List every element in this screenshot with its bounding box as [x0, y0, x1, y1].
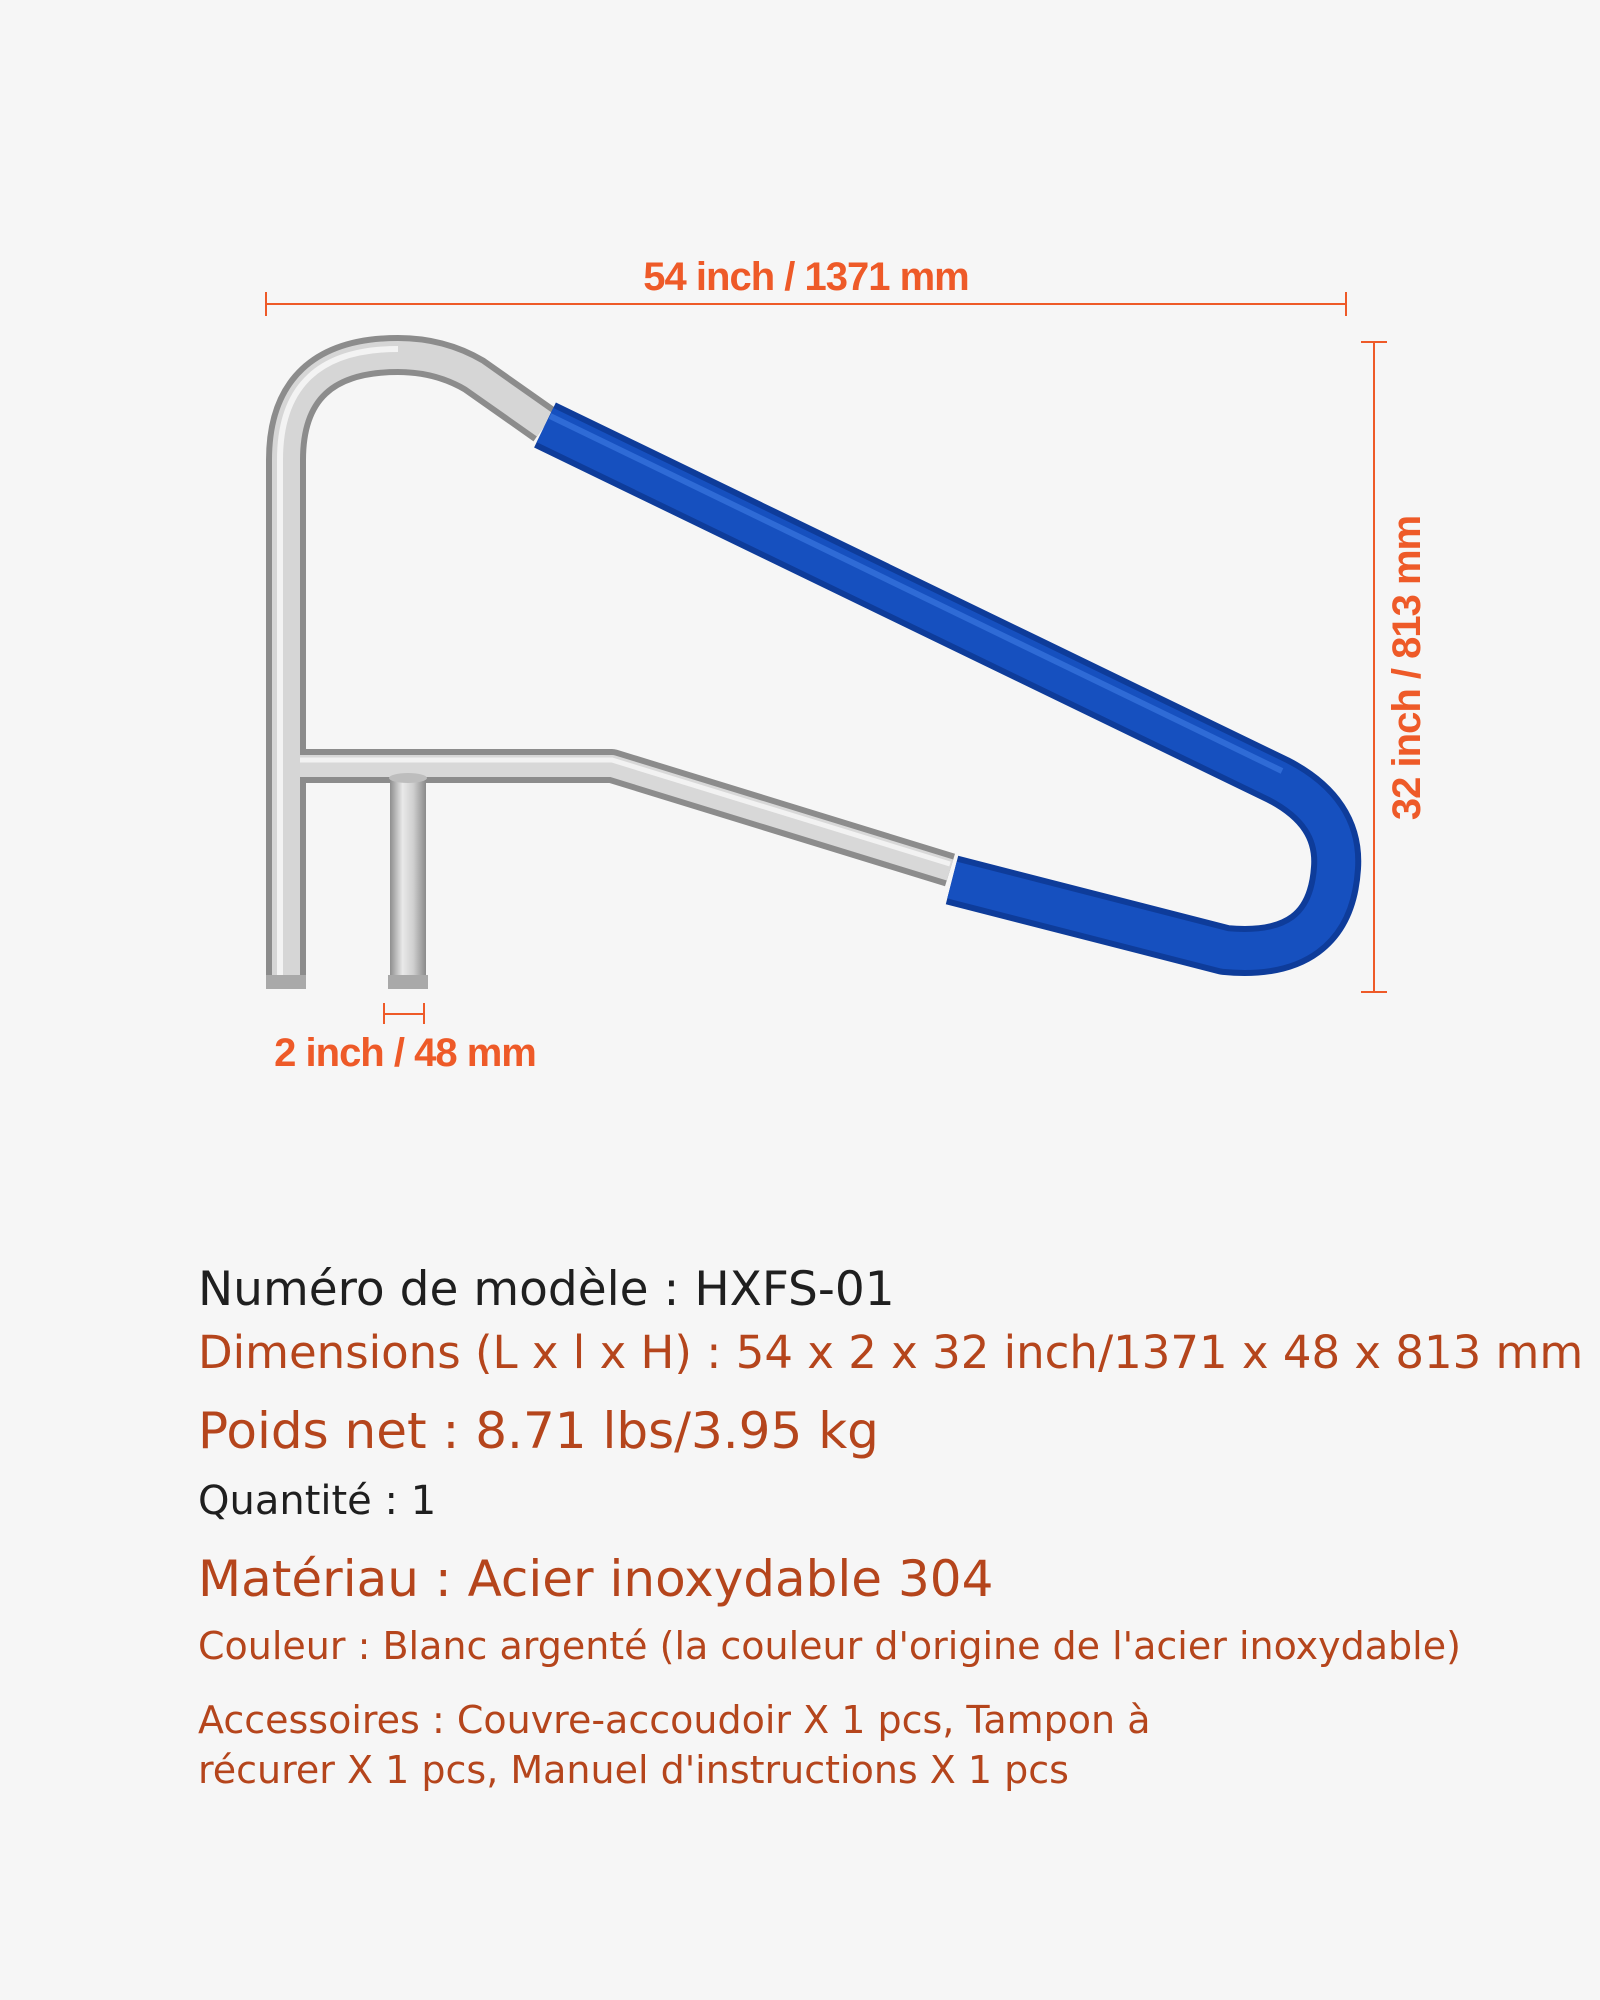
spec-color: [198, 1624, 1461, 1668]
height-dimension: [1361, 342, 1429, 992]
spec-quantity: [198, 1478, 436, 1524]
width-label: 54 inch / 1371 mm: [643, 255, 969, 299]
spec-model: [198, 1262, 895, 1317]
spec-weight-label: Poids net :: [198, 1402, 476, 1460]
spec-accessories-value: Couvre-accoudoir X 1 pcs, Tampon à récurer X 1 pcs, Manuel d'instructions X 1 pcs: [198, 1698, 1151, 1792]
spec-accessories-label: Accessoires :: [198, 1698, 457, 1742]
spec-dimensions-label: Dimensions (L x l x H) :: [198, 1326, 736, 1379]
spec-model-label: Numéro de modèle :: [198, 1262, 695, 1317]
spec-weight-value: 8.71 lbs/3.95 kg: [475, 1402, 879, 1460]
spec-model-value: HXFS-01: [694, 1262, 895, 1317]
width-dimension: [266, 255, 1346, 316]
spec-material-value: Acier inoxydable 304: [467, 1550, 994, 1608]
spec-quantity-value: 1: [410, 1478, 437, 1524]
height-label: 32 inch / 813 mm: [1385, 515, 1429, 821]
spec-material-label: Matériau :: [198, 1550, 468, 1608]
tube-label: 2 inch / 48 mm: [274, 1031, 536, 1075]
spec-accessories: [198, 1695, 1298, 1795]
spec-weight: [198, 1402, 879, 1460]
spec-dimensions-value: 54 x 2 x 32 inch/1371 x 48 x 813 mm: [735, 1326, 1584, 1379]
spec-dimensions: [198, 1326, 1583, 1379]
spec-quantity-label: Quantité :: [198, 1478, 411, 1524]
tube-dimension: [274, 1003, 536, 1075]
spec-material: [198, 1550, 993, 1608]
spec-color-label: Couleur :: [198, 1624, 383, 1668]
spec-color-value: Blanc argenté (la couleur d'origine de l'acier inoxydable): [382, 1624, 1461, 1668]
